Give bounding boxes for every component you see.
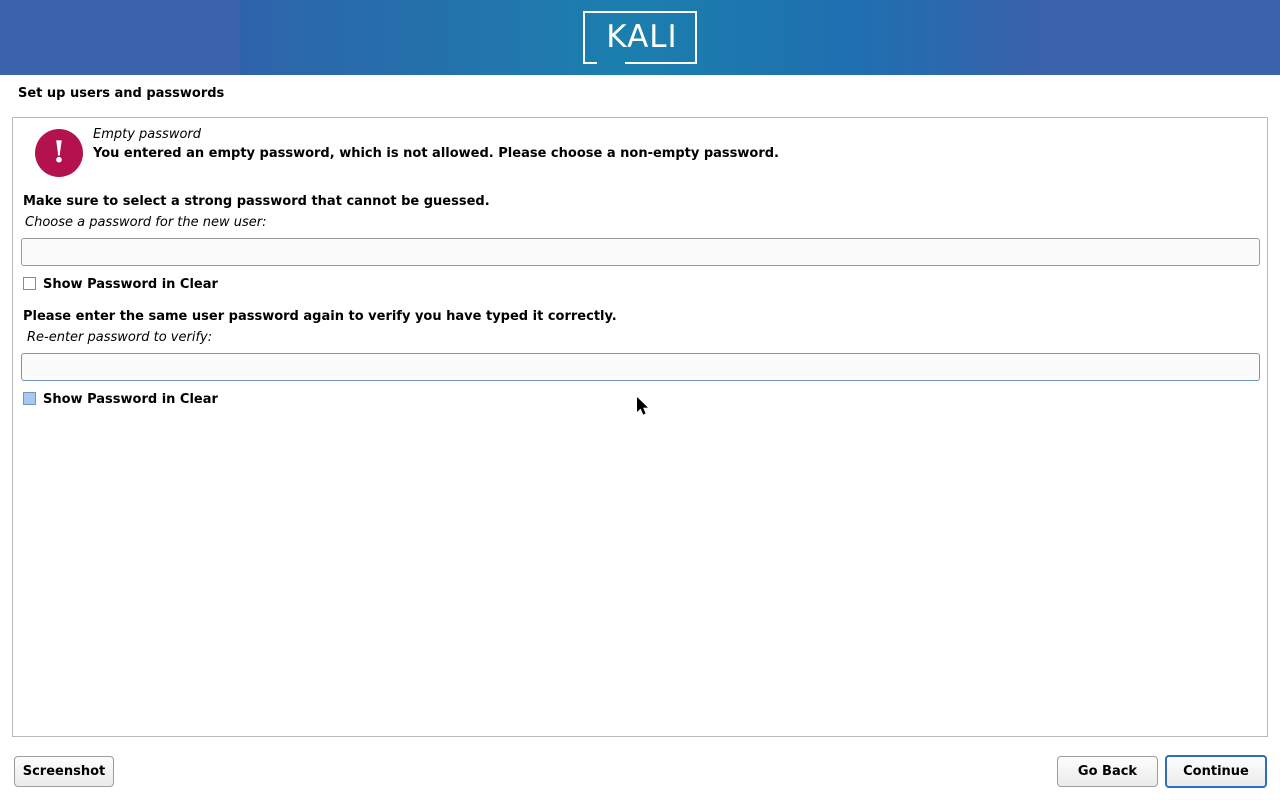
- show-password-2-row[interactable]: [23, 392, 218, 410]
- verify-label: Re-enter password to verify:: [27, 330, 213, 345]
- continue-button[interactable]: Continue: [1165, 755, 1267, 788]
- show-password-1-checkbox[interactable]: [23, 277, 36, 290]
- exclamation-icon-glyph: !: [52, 135, 66, 170]
- go-back-button[interactable]: Go Back: [1057, 756, 1158, 787]
- show-password-2-label: Show Password in Clear: [43, 392, 218, 407]
- kali-logo-notch: [597, 62, 625, 66]
- exclamation-icon: [35, 129, 83, 177]
- strong-password-note: Make sure to select a strong password that cannot be guessed.: [23, 194, 490, 209]
- password-input[interactable]: [21, 238, 1260, 266]
- password-label: Choose a password for the new user:: [25, 215, 267, 230]
- error-title: Empty password: [93, 127, 201, 142]
- verify-password-input[interactable]: [21, 353, 1260, 381]
- verify-note: Please enter the same user password again to verify you have typed it correctly.: [23, 309, 617, 324]
- error-message: You entered an empty password, which is not allowed. Please choose a non-empty password.: [93, 146, 779, 161]
- show-password-1-label: Show Password in Clear: [43, 277, 218, 292]
- page-title: Set up users and passwords: [18, 86, 225, 101]
- kali-banner: [0, 0, 1280, 75]
- kali-logo-text: KALI: [606, 19, 678, 55]
- installer-content-panel: [12, 117, 1268, 737]
- show-password-1-row[interactable]: [23, 277, 218, 295]
- show-password-2-checkbox[interactable]: [23, 392, 36, 405]
- screenshot-button[interactable]: Screenshot: [14, 756, 114, 787]
- kali-logo: [583, 11, 697, 64]
